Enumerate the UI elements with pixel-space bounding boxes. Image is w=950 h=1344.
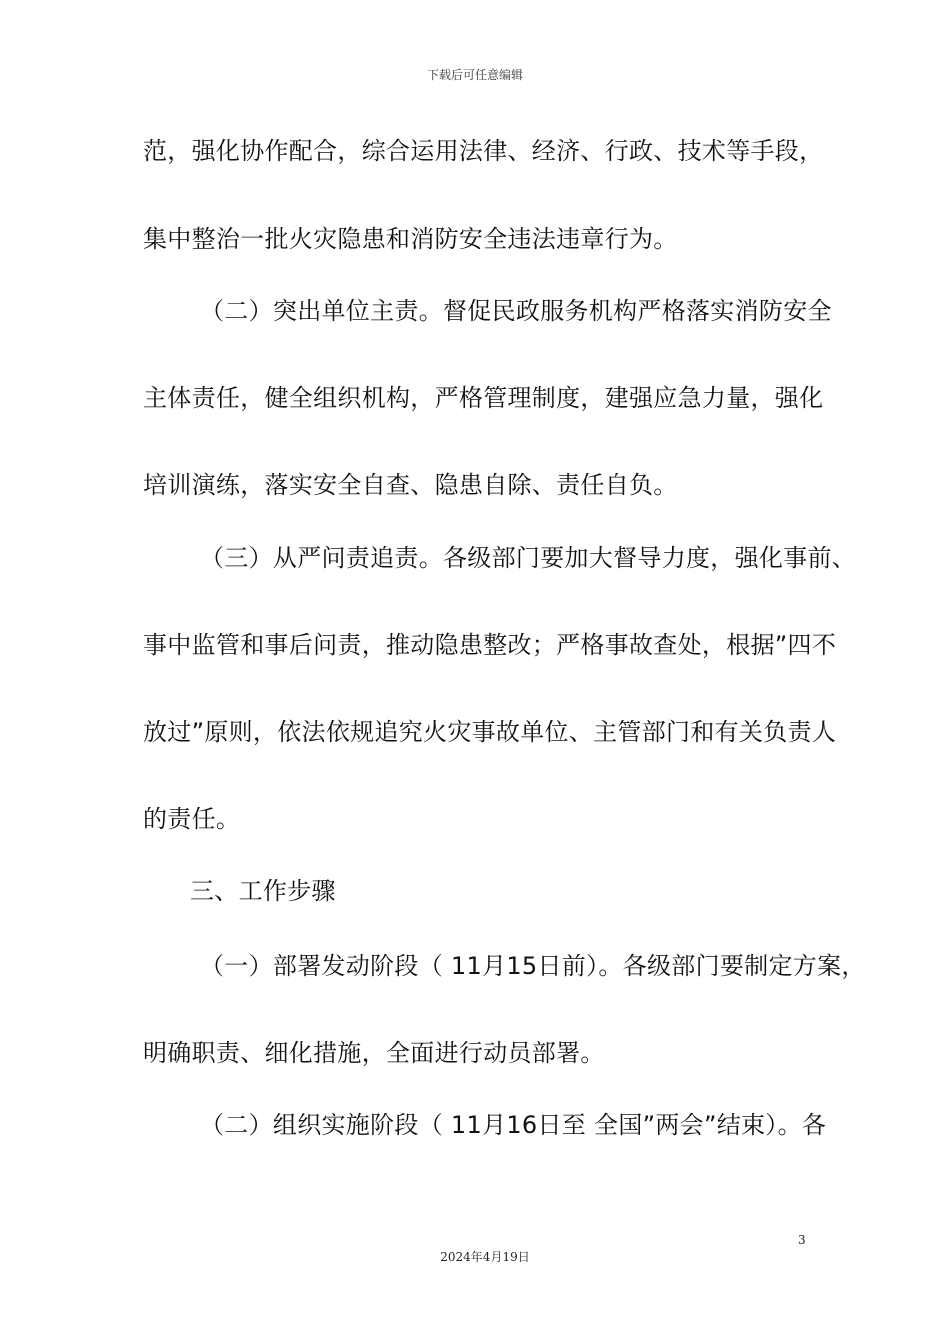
section-heading: 三、工作步骤	[190, 877, 336, 905]
body-line-4: 主体责任，健全组织机构，严格管理制度，建强应急力量，强化	[143, 384, 824, 412]
body-line-12: 明确职责、细化措施，全面进行动员部署。	[143, 1039, 605, 1067]
body-line-6: （三）从严问责追责。各级部门要加大督导力度，强化事前、	[200, 544, 857, 572]
page-header: 下载后可任意编辑	[426, 68, 523, 82]
body-line-11: （一）部署发动阶段（ 11月15日前）。各级部门要制定方案，	[200, 952, 866, 980]
body-line-8: 放过”原则，依法依规追究火灾事故单位、主管部门和有关负责人	[143, 718, 837, 746]
body-line-9: 的责任。	[143, 805, 241, 833]
body-line-1: 范，强化协作配合，综合运用法律、经济、行政、技术等手段，	[143, 137, 824, 165]
page-number: 3	[798, 1233, 806, 1247]
body-line-7: 事中监管和事后问责，推动隐患整改；严格事故查处，根据”四不	[143, 631, 837, 659]
body-line-2: 集中整治一批火灾隐患和消防安全违法违章行为。	[143, 225, 678, 253]
body-line-5: 培训演练，落实安全自查、隐患自除、责任自负。	[143, 471, 678, 499]
body-line-3: （二）突出单位主责。督促民政服务机构严格落实消防安全	[200, 297, 832, 325]
footer-date: 2024年4月19日	[440, 1250, 530, 1264]
body-line-13: （二）组织实施阶段（ 11月16日至 全国”两会”结束）。各	[200, 1111, 827, 1139]
